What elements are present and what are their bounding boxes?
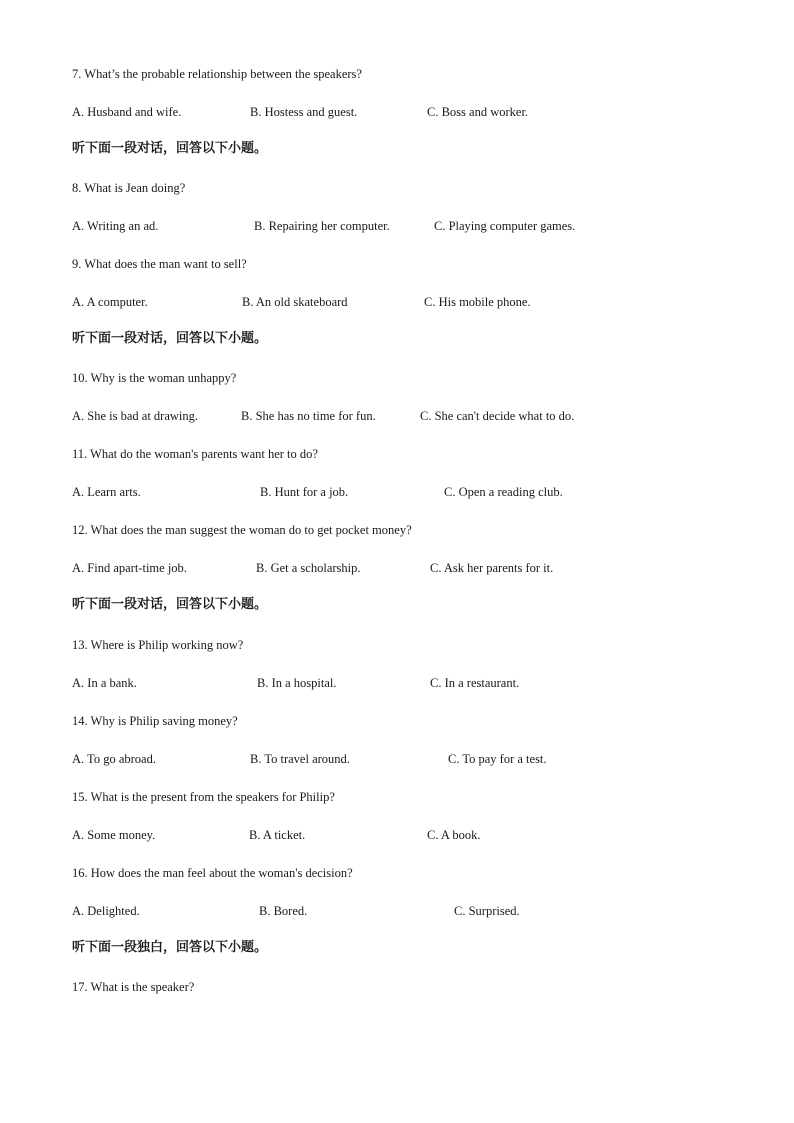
options-16 [72, 903, 722, 919]
option-a: A. To go abroad. [72, 752, 156, 766]
option-b: B. Get a scholarship. [256, 561, 361, 575]
options-7 [72, 104, 722, 120]
options-12 [72, 560, 722, 576]
option-c: C. Ask her parents for it. [430, 561, 554, 575]
option-c: C. A book. [427, 828, 481, 842]
options-14 [72, 751, 722, 767]
question-10: 10. Why is the woman unhappy? [72, 371, 237, 385]
option-a: A. Some money. [72, 828, 156, 842]
option-a: A. She is bad at drawing. [72, 409, 199, 423]
question-7: 7. What’s the probable relationship between the speakers? [72, 67, 362, 81]
option-a: A. Learn arts. [72, 485, 141, 499]
option-a: A. Delighted. [72, 904, 140, 918]
section-heading: 听下面一段对话，回答以下小题。 [72, 141, 268, 156]
question-11: 11. What do the woman's parents want her to do? [72, 447, 318, 461]
option-b: B. To travel around. [250, 752, 350, 766]
question-8: 8. What is Jean doing? [72, 181, 186, 195]
options-9 [72, 294, 722, 310]
option-c: C. In a restaurant. [430, 676, 520, 690]
option-b: B. Hostess and guest. [250, 105, 358, 119]
question-15: 15. What is the present from the speakers for Philip? [72, 790, 335, 804]
option-c: C. To pay for a test. [448, 752, 547, 766]
section-heading: 听下面一段对话，回答以下小题。 [72, 597, 268, 612]
question-16: 16. How does the man feel about the woman's decision? [72, 866, 353, 880]
option-c: C. Open a reading club. [444, 485, 563, 499]
options-10 [72, 408, 722, 424]
option-b: B. Repairing her computer. [254, 219, 390, 233]
section-heading: 听下面一段独白，回答以下小题。 [72, 940, 268, 955]
options-8 [72, 218, 722, 234]
option-c: C. His mobile phone. [424, 295, 531, 309]
option-a: A. Writing an ad. [72, 219, 159, 233]
option-c: C. She can't decide what to do. [420, 409, 575, 423]
option-c: C. Boss and worker. [427, 105, 529, 119]
option-a: A. A computer. [72, 295, 148, 309]
question-12: 12. What does the man suggest the woman do to get pocket money? [72, 523, 412, 537]
question-9: 9. What does the man want to sell? [72, 257, 247, 271]
option-c: C. Surprised. [454, 904, 520, 918]
option-b: B. Hunt for a job. [260, 485, 349, 499]
question-14: 14. Why is Philip saving money? [72, 714, 238, 728]
option-b: B. An old skateboard [242, 295, 348, 309]
option-b: B. A ticket. [249, 828, 306, 842]
option-a: A. Find apart-time job. [72, 561, 187, 575]
option-b: B. Bored. [259, 904, 308, 918]
option-a: A. Husband and wife. [72, 105, 182, 119]
section-heading: 听下面一段对话，回答以下小题。 [72, 331, 268, 346]
question-13: 13. Where is Philip working now? [72, 638, 244, 652]
option-a: A. In a bank. [72, 676, 137, 690]
options-15 [72, 827, 722, 843]
option-b: B. She has no time for fun. [241, 409, 376, 423]
question-17: 17. What is the speaker? [72, 980, 195, 994]
option-b: B. In a hospital. [257, 676, 337, 690]
options-11 [72, 484, 722, 500]
option-c: C. Playing computer games. [434, 219, 576, 233]
options-13 [72, 675, 722, 691]
